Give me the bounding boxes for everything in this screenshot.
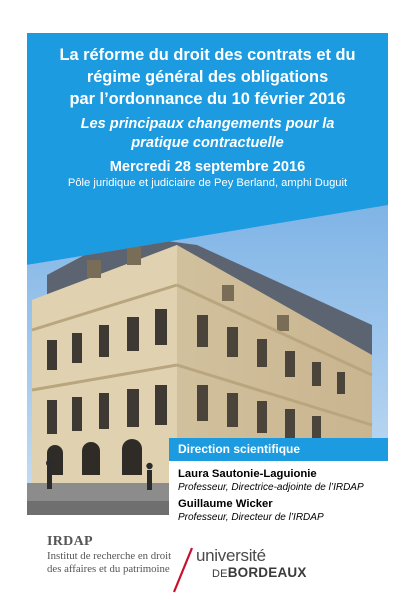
university-logo-name: université xyxy=(196,546,266,565)
direction-heading: Direction scientifique xyxy=(169,438,388,461)
irdap-logo-acronym: IRDAP xyxy=(47,534,93,549)
title-line: La réforme du droit des contrats et du xyxy=(59,46,356,64)
header-text xyxy=(27,44,388,190)
event-date: Mercredi 28 septembre 2016 xyxy=(109,159,306,175)
title-line: régime général des obligations xyxy=(86,68,329,86)
person-role: Professeur, Directeur de l’IRDAP xyxy=(178,512,324,523)
university-logo-city xyxy=(212,565,307,582)
direction-panel xyxy=(169,461,388,525)
university-logo-prefix: DE xyxy=(212,568,228,580)
irdap-description-line: Institut de recherche en droit xyxy=(47,550,172,562)
person-name: Guillaume Wicker xyxy=(178,498,273,510)
irdap-description-line: des affaires et du patrimoine xyxy=(47,562,170,575)
title-line: par l’ordonnance du 10 février 2016 xyxy=(69,90,346,108)
person-name: Laura Sautonie-Laguionie xyxy=(178,468,317,480)
subtitle xyxy=(27,115,388,153)
university-logo-city-name: BORDEAUX xyxy=(227,565,307,580)
subtitle-line: Les principaux changements pour la xyxy=(80,116,335,132)
person-role: Professeur, Directrice-adjointe de l’IRDAP xyxy=(178,482,364,493)
subtitle-line: pratique contractuelle xyxy=(131,135,284,151)
irdap-logo-description xyxy=(47,550,182,575)
university-logo-slash-icon xyxy=(170,546,196,594)
event-venue: Pôle juridique et judiciaire de Pey Berland, amphi Duguit xyxy=(67,177,348,189)
